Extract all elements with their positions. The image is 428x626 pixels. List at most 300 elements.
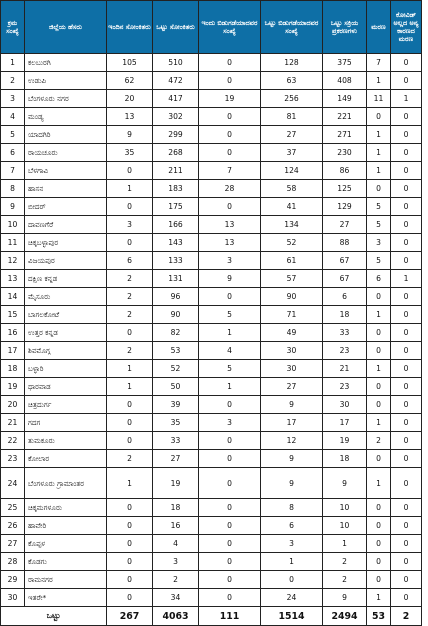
table-row (1, 535, 422, 553)
cell-active-cases: 27 (323, 216, 367, 234)
cell-active-cases: 149 (323, 90, 367, 108)
cell-today-infected: 0 (107, 571, 153, 589)
cell-total-infected: 33 (153, 432, 199, 450)
cell-active-cases: 23 (323, 378, 367, 396)
table-row (1, 252, 422, 270)
cell-active-cases: 129 (323, 198, 367, 216)
cell-deaths: 1 (367, 360, 391, 378)
cell-district-name: ಇತರೇ* (25, 589, 107, 607)
cell-total-discharged: 71 (261, 306, 323, 324)
cell-total-discharged: 58 (261, 180, 323, 198)
cell-district-name: ಗದಗ (25, 414, 107, 432)
cell-non-covid-deaths: 0 (391, 108, 422, 126)
cell-today-discharged: 0 (199, 126, 261, 144)
cell-today-discharged: 1 (199, 378, 261, 396)
table-body (1, 54, 422, 607)
cell-active-cases: 125 (323, 180, 367, 198)
cell-non-covid-deaths: 0 (391, 468, 422, 499)
cell-deaths: 1 (367, 589, 391, 607)
cell-serial-no: 12 (1, 252, 25, 270)
cell-today-infected: 0 (107, 589, 153, 607)
cell-total-infected: 166 (153, 216, 199, 234)
cell-today-discharged: 0 (199, 432, 261, 450)
cell-deaths: 11 (367, 90, 391, 108)
cell-today-discharged: 1 (199, 324, 261, 342)
cell-non-covid-deaths: 0 (391, 180, 422, 198)
cell-deaths: 0 (367, 571, 391, 589)
table-row (1, 468, 422, 499)
cell-active-cases: 1 (323, 535, 367, 553)
cell-non-covid-deaths: 1 (391, 270, 422, 288)
cell-total-infected: 2 (153, 571, 199, 589)
cell-total-discharged: 6 (261, 517, 323, 535)
header-non-covid-deaths: ಕೋವಿಡ್ ಅಲ್ಲದ ಅನ್ಯ ಕಾರಣದ ಮರಣ (391, 1, 422, 54)
cell-serial-no: 30 (1, 589, 25, 607)
cell-active-cases: 19 (323, 432, 367, 450)
header-total-discharged: ಒಟ್ಟು ಬಿಡುಗಡೆಯಾದವರ ಸಂಖ್ಯೆ (261, 1, 323, 54)
cell-deaths: 0 (367, 108, 391, 126)
cell-today-infected: 20 (107, 90, 153, 108)
cell-deaths: 5 (367, 216, 391, 234)
cell-serial-no: 13 (1, 270, 25, 288)
cell-non-covid-deaths: 0 (391, 144, 422, 162)
table-row (1, 108, 422, 126)
cell-total-infected: 417 (153, 90, 199, 108)
cell-district-name: ಮಂಡ್ಯ (25, 108, 107, 126)
table-row (1, 144, 422, 162)
totals-today-infected: 267 (107, 607, 153, 626)
cell-deaths: 5 (367, 252, 391, 270)
cell-total-infected: 18 (153, 499, 199, 517)
cell-non-covid-deaths: 0 (391, 517, 422, 535)
cell-total-infected: 183 (153, 180, 199, 198)
cell-total-infected: 27 (153, 450, 199, 468)
cell-active-cases: 88 (323, 234, 367, 252)
cell-today-infected: 0 (107, 414, 153, 432)
table-row (1, 126, 422, 144)
cell-active-cases: 9 (323, 468, 367, 499)
cell-total-discharged: 41 (261, 198, 323, 216)
cell-non-covid-deaths: 0 (391, 252, 422, 270)
cell-total-discharged: 27 (261, 378, 323, 396)
table-footer (1, 607, 422, 626)
cell-serial-no: 4 (1, 108, 25, 126)
cell-district-name: ಚಿಕ್ಕಮಗಳೂರು (25, 499, 107, 517)
table-row (1, 216, 422, 234)
cell-non-covid-deaths: 0 (391, 589, 422, 607)
cell-non-covid-deaths: 0 (391, 72, 422, 90)
cell-district-name: ಬೆಂಗಳೂರು ನಗರ (25, 90, 107, 108)
cell-district-name: ಮೈಸೂರು (25, 288, 107, 306)
table-row (1, 360, 422, 378)
cell-serial-no: 21 (1, 414, 25, 432)
cell-total-discharged: 30 (261, 342, 323, 360)
table-row (1, 432, 422, 450)
cell-active-cases: 86 (323, 162, 367, 180)
table-row (1, 571, 422, 589)
cell-district-name: ಶಿವಮೊಗ್ಗ (25, 342, 107, 360)
cell-total-infected: 52 (153, 360, 199, 378)
cell-today-infected: 1 (107, 360, 153, 378)
cell-district-name: ಬೆಳಗಾವಿ (25, 162, 107, 180)
cell-today-discharged: 0 (199, 589, 261, 607)
header-district-name: ಜಿಲ್ಲೆಯ ಹೆಸರು (25, 1, 107, 54)
cell-deaths: 2 (367, 432, 391, 450)
cell-total-discharged: 256 (261, 90, 323, 108)
cell-total-discharged: 124 (261, 162, 323, 180)
cell-serial-no: 14 (1, 288, 25, 306)
cell-deaths: 0 (367, 499, 391, 517)
cell-active-cases: 10 (323, 517, 367, 535)
cell-deaths: 0 (367, 342, 391, 360)
cell-today-infected: 0 (107, 517, 153, 535)
cell-district-name: ಕೊಡಗು (25, 553, 107, 571)
table-row (1, 396, 422, 414)
cell-non-covid-deaths: 0 (391, 553, 422, 571)
totals-label: ಒಟ್ಟು (1, 607, 107, 626)
cell-serial-no: 22 (1, 432, 25, 450)
cell-deaths: 0 (367, 324, 391, 342)
cell-today-infected: 3 (107, 216, 153, 234)
cell-today-infected: 0 (107, 535, 153, 553)
table-row (1, 198, 422, 216)
cell-today-discharged: 0 (199, 288, 261, 306)
cell-active-cases: 2 (323, 571, 367, 589)
cell-total-discharged: 12 (261, 432, 323, 450)
table-row (1, 414, 422, 432)
cell-active-cases: 18 (323, 306, 367, 324)
cell-non-covid-deaths: 0 (391, 360, 422, 378)
cell-deaths: 0 (367, 180, 391, 198)
cell-serial-no: 6 (1, 144, 25, 162)
cell-today-infected: 2 (107, 450, 153, 468)
cell-serial-no: 28 (1, 553, 25, 571)
cell-active-cases: 9 (323, 589, 367, 607)
cell-today-discharged: 0 (199, 499, 261, 517)
table-row (1, 270, 422, 288)
cell-today-discharged: 7 (199, 162, 261, 180)
totals-non-covid-deaths: 2 (391, 607, 422, 626)
cell-total-infected: 50 (153, 378, 199, 396)
cell-today-infected: 0 (107, 324, 153, 342)
totals-total-infected: 4063 (153, 607, 199, 626)
cell-non-covid-deaths: 0 (391, 324, 422, 342)
cell-deaths: 1 (367, 468, 391, 499)
cell-total-infected: 53 (153, 342, 199, 360)
table-row (1, 162, 422, 180)
table-row (1, 180, 422, 198)
totals-active-cases: 2494 (323, 607, 367, 626)
cell-active-cases: 67 (323, 270, 367, 288)
cell-non-covid-deaths: 0 (391, 306, 422, 324)
cell-active-cases: 6 (323, 288, 367, 306)
header-serial-no: ಕ್ರಮ ಸಂಖ್ಯೆ (1, 1, 25, 54)
cell-non-covid-deaths: 0 (391, 571, 422, 589)
cell-non-covid-deaths: 0 (391, 378, 422, 396)
cell-deaths: 1 (367, 414, 391, 432)
table-row (1, 306, 422, 324)
totals-row (1, 607, 422, 626)
cell-district-name: ಬೆಂಗಳೂರು ಗ್ರಾಮಾಂತರ (25, 468, 107, 499)
cell-district-name: ಯಾದಗಿರಿ (25, 126, 107, 144)
table-row (1, 450, 422, 468)
cell-today-discharged: 0 (199, 571, 261, 589)
cell-today-infected: 62 (107, 72, 153, 90)
cell-today-discharged: 0 (199, 553, 261, 571)
cell-today-infected: 1 (107, 378, 153, 396)
cell-total-discharged: 1 (261, 553, 323, 571)
cell-active-cases: 30 (323, 396, 367, 414)
cell-active-cases: 33 (323, 324, 367, 342)
cell-district-name: ಬಾಗಲಕೋಟೆ (25, 306, 107, 324)
cell-today-infected: 2 (107, 306, 153, 324)
cell-today-infected: 9 (107, 126, 153, 144)
cell-today-discharged: 3 (199, 252, 261, 270)
cell-total-infected: 19 (153, 468, 199, 499)
cell-non-covid-deaths: 0 (391, 414, 422, 432)
cell-total-infected: 96 (153, 288, 199, 306)
cell-today-discharged: 0 (199, 108, 261, 126)
cell-deaths: 1 (367, 162, 391, 180)
cell-district-name: ಬಳ್ಳಾರಿ (25, 360, 107, 378)
cell-total-infected: 302 (153, 108, 199, 126)
cell-today-infected: 35 (107, 144, 153, 162)
cell-non-covid-deaths: 0 (391, 342, 422, 360)
cell-deaths: 5 (367, 198, 391, 216)
cell-total-discharged: 27 (261, 126, 323, 144)
table-row (1, 553, 422, 571)
cell-serial-no: 27 (1, 535, 25, 553)
table-header (1, 1, 422, 54)
cell-deaths: 0 (367, 288, 391, 306)
cell-total-infected: 299 (153, 126, 199, 144)
cell-today-infected: 0 (107, 432, 153, 450)
cell-serial-no: 2 (1, 72, 25, 90)
table-row (1, 517, 422, 535)
header-today-discharged: ಇಂದು ಬಿಡುಗಡೆಯಾದವರ ಸಂಖ್ಯೆ (199, 1, 261, 54)
cell-serial-no: 5 (1, 126, 25, 144)
cell-district-name: ಚಿಕ್ಕಬಳ್ಳಾಪುರ (25, 234, 107, 252)
cell-today-infected: 6 (107, 252, 153, 270)
cell-today-discharged: 0 (199, 396, 261, 414)
cell-deaths: 0 (367, 553, 391, 571)
cell-today-discharged: 0 (199, 517, 261, 535)
cell-non-covid-deaths: 0 (391, 288, 422, 306)
cell-today-infected: 1 (107, 180, 153, 198)
cell-today-discharged: 9 (199, 270, 261, 288)
table-row (1, 90, 422, 108)
cell-non-covid-deaths: 0 (391, 234, 422, 252)
cell-district-name: ಧಾರವಾಡ (25, 378, 107, 396)
cell-serial-no: 16 (1, 324, 25, 342)
cell-today-discharged: 0 (199, 468, 261, 499)
cell-serial-no: 1 (1, 54, 25, 72)
totals-total-discharged: 1514 (261, 607, 323, 626)
table-row (1, 288, 422, 306)
cell-active-cases: 408 (323, 72, 367, 90)
cell-non-covid-deaths: 0 (391, 432, 422, 450)
cell-total-discharged: 134 (261, 216, 323, 234)
cell-active-cases: 67 (323, 252, 367, 270)
cell-total-infected: 90 (153, 306, 199, 324)
totals-today-discharged: 111 (199, 607, 261, 626)
table-row (1, 589, 422, 607)
cell-district-name: ಉಡುಪಿ (25, 72, 107, 90)
cell-deaths: 0 (367, 378, 391, 396)
cell-today-discharged: 13 (199, 234, 261, 252)
cell-total-discharged: 128 (261, 54, 323, 72)
cell-total-discharged: 30 (261, 360, 323, 378)
cell-district-name: ಉತ್ತರ ಕನ್ನಡ (25, 324, 107, 342)
cell-serial-no: 7 (1, 162, 25, 180)
cell-non-covid-deaths: 0 (391, 54, 422, 72)
cell-today-infected: 0 (107, 198, 153, 216)
cell-total-infected: 131 (153, 270, 199, 288)
cell-today-discharged: 5 (199, 306, 261, 324)
cell-active-cases: 10 (323, 499, 367, 517)
cell-active-cases: 21 (323, 360, 367, 378)
cell-serial-no: 15 (1, 306, 25, 324)
cell-active-cases: 221 (323, 108, 367, 126)
cell-non-covid-deaths: 0 (391, 162, 422, 180)
header-row (1, 1, 422, 54)
header-deaths: ಮರಣ (367, 1, 391, 54)
cell-today-infected: 2 (107, 288, 153, 306)
cell-today-discharged: 13 (199, 216, 261, 234)
cell-district-name: ಬೀದರ್ (25, 198, 107, 216)
cell-today-discharged: 5 (199, 360, 261, 378)
cell-today-discharged: 0 (199, 144, 261, 162)
cell-total-discharged: 3 (261, 535, 323, 553)
cell-serial-no: 29 (1, 571, 25, 589)
cell-non-covid-deaths: 0 (391, 126, 422, 144)
table-row (1, 324, 422, 342)
cell-today-discharged: 19 (199, 90, 261, 108)
table-row (1, 342, 422, 360)
cell-total-discharged: 52 (261, 234, 323, 252)
cell-district-name: ದಕ್ಷಿಣ ಕನ್ನಡ (25, 270, 107, 288)
cell-total-infected: 35 (153, 414, 199, 432)
table-row (1, 54, 422, 72)
cell-total-discharged: 90 (261, 288, 323, 306)
cell-serial-no: 25 (1, 499, 25, 517)
cell-deaths: 1 (367, 72, 391, 90)
cell-today-discharged: 0 (199, 198, 261, 216)
cell-today-discharged: 4 (199, 342, 261, 360)
cell-active-cases: 18 (323, 450, 367, 468)
cell-deaths: 1 (367, 144, 391, 162)
cell-serial-no: 3 (1, 90, 25, 108)
header-active-cases: ಒಟ್ಟು ಸಕ್ರಿಯ ಪ್ರಕರಣಗಳು (323, 1, 367, 54)
cell-non-covid-deaths: 0 (391, 450, 422, 468)
cell-deaths: 1 (367, 306, 391, 324)
cell-serial-no: 20 (1, 396, 25, 414)
cell-today-infected: 0 (107, 396, 153, 414)
cell-total-discharged: 37 (261, 144, 323, 162)
cell-serial-no: 24 (1, 468, 25, 499)
cell-today-infected: 0 (107, 499, 153, 517)
cell-today-infected: 0 (107, 234, 153, 252)
cell-deaths: 0 (367, 396, 391, 414)
cell-today-infected: 105 (107, 54, 153, 72)
cell-deaths: 1 (367, 126, 391, 144)
cell-serial-no: 23 (1, 450, 25, 468)
cell-district-name: ಕೊಪ್ಪಳ (25, 535, 107, 553)
cell-today-discharged: 0 (199, 535, 261, 553)
cell-deaths: 7 (367, 54, 391, 72)
cell-total-infected: 82 (153, 324, 199, 342)
cell-total-infected: 16 (153, 517, 199, 535)
cell-total-infected: 3 (153, 553, 199, 571)
cell-today-discharged: 28 (199, 180, 261, 198)
cell-deaths: 6 (367, 270, 391, 288)
cell-today-infected: 13 (107, 108, 153, 126)
cell-total-discharged: 61 (261, 252, 323, 270)
cell-today-infected: 0 (107, 553, 153, 571)
cell-today-infected: 2 (107, 342, 153, 360)
cell-serial-no: 8 (1, 180, 25, 198)
cell-deaths: 0 (367, 517, 391, 535)
cell-district-name: ಹಾಸನ (25, 180, 107, 198)
cell-non-covid-deaths: 0 (391, 216, 422, 234)
cell-total-infected: 133 (153, 252, 199, 270)
cell-total-discharged: 17 (261, 414, 323, 432)
cell-active-cases: 2 (323, 553, 367, 571)
cell-serial-no: 26 (1, 517, 25, 535)
cell-active-cases: 375 (323, 54, 367, 72)
cell-total-infected: 472 (153, 72, 199, 90)
cell-active-cases: 17 (323, 414, 367, 432)
table-row (1, 72, 422, 90)
cell-non-covid-deaths: 0 (391, 535, 422, 553)
cell-total-infected: 143 (153, 234, 199, 252)
cell-district-name: ಚಿತ್ರದುರ್ಗ (25, 396, 107, 414)
cell-serial-no: 10 (1, 216, 25, 234)
cell-total-discharged: 57 (261, 270, 323, 288)
cell-today-discharged: 0 (199, 72, 261, 90)
cell-total-discharged: 49 (261, 324, 323, 342)
cell-total-discharged: 8 (261, 499, 323, 517)
cell-total-infected: 175 (153, 198, 199, 216)
cell-total-discharged: 24 (261, 589, 323, 607)
cell-today-discharged: 0 (199, 450, 261, 468)
cell-non-covid-deaths: 1 (391, 90, 422, 108)
cell-district-name: ಕೋಲಾರ (25, 450, 107, 468)
cell-today-infected: 1 (107, 468, 153, 499)
cell-non-covid-deaths: 0 (391, 499, 422, 517)
cell-active-cases: 271 (323, 126, 367, 144)
cell-deaths: 0 (367, 450, 391, 468)
cell-total-discharged: 63 (261, 72, 323, 90)
cell-district-name: ರಾಯಚೂರು (25, 144, 107, 162)
cell-total-infected: 211 (153, 162, 199, 180)
cell-today-discharged: 0 (199, 54, 261, 72)
header-today-infected: ಇಂದಿನ ಸೋಂಕಿತರು (107, 1, 153, 54)
cell-district-name: ವಿಜಯಪುರ (25, 252, 107, 270)
cell-total-infected: 510 (153, 54, 199, 72)
cell-deaths: 0 (367, 535, 391, 553)
totals-deaths: 53 (367, 607, 391, 626)
cell-today-discharged: 3 (199, 414, 261, 432)
cell-total-infected: 34 (153, 589, 199, 607)
cell-serial-no: 11 (1, 234, 25, 252)
cell-deaths: 3 (367, 234, 391, 252)
table-row (1, 234, 422, 252)
cell-active-cases: 230 (323, 144, 367, 162)
cell-total-discharged: 81 (261, 108, 323, 126)
cell-serial-no: 18 (1, 360, 25, 378)
header-total-infected: ಒಟ್ಟು ಸೋಂಕಿತರು (153, 1, 199, 54)
